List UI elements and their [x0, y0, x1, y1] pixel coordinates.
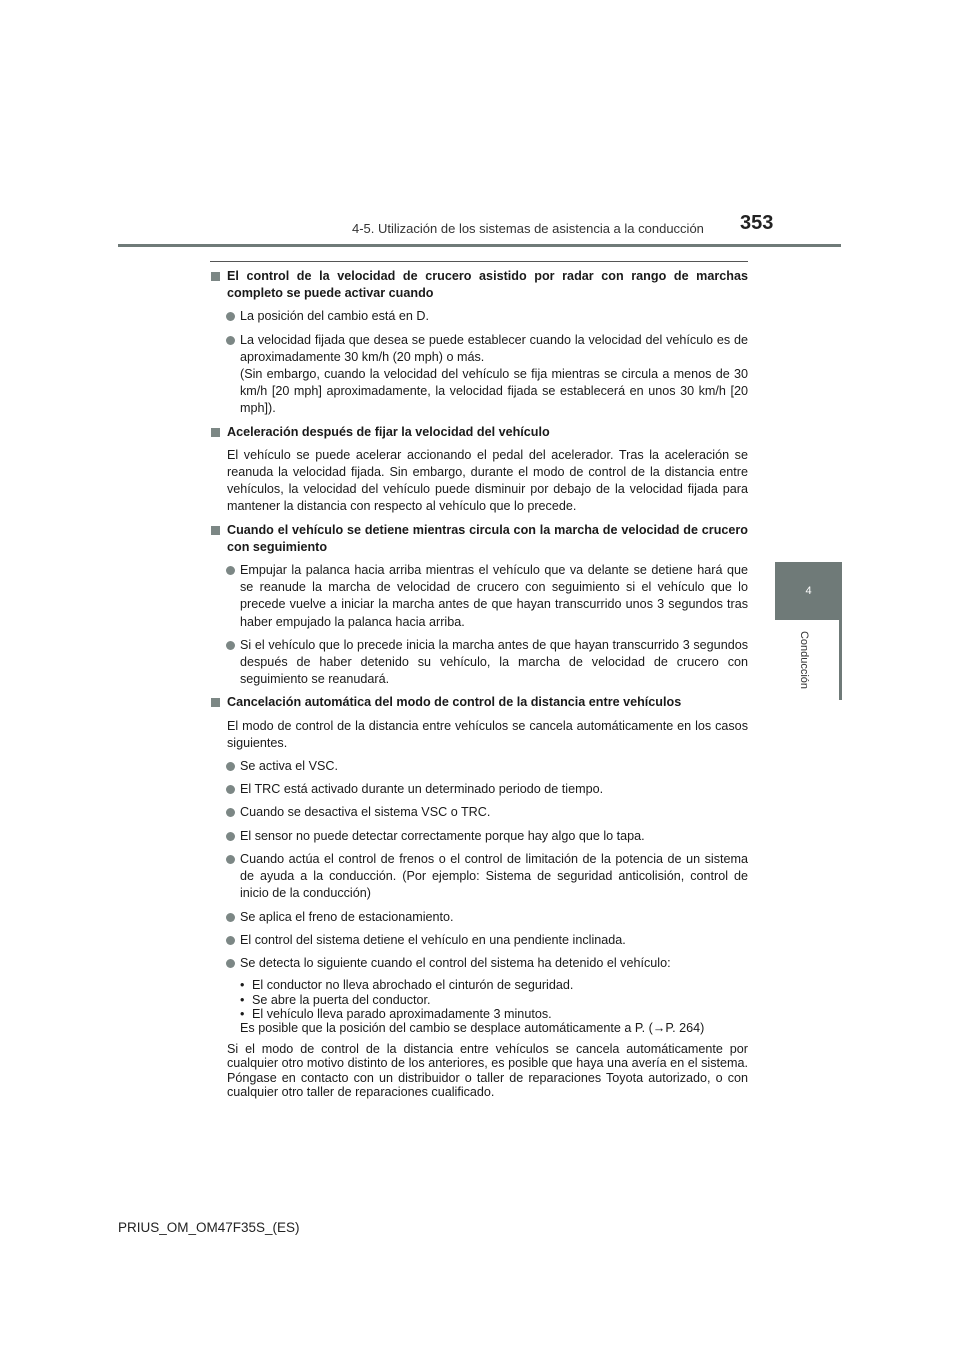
paragraph: El vehículo se puede acelerar accionando el pedal del acelerador. Tras la aceleración se reanuda la velocidad fijada. Sin embargo, durante el modo de control de la distancia entre vehículos, la velocidad del vehículo puede disminuir por debajo de la velocidad fijada para mantener la distancia con respecto al vehículo que lo precede.: [227, 447, 748, 514]
circle-bullet-icon: [226, 855, 235, 864]
list-item: Si el vehículo que lo precede inicia la marcha antes de que hayan transcurrido 3 segundos después de haber detenido su vehículo, la marcha de velocidad de crucero con seguimiento se reanudará.: [210, 637, 748, 689]
square-bullet-icon: [211, 698, 220, 707]
paragraph: El modo de control de la distancia entre vehículos se cancela automáticamente en los casos siguientes.: [227, 718, 748, 750]
sub-list-item: • Se abre la puerta del conductor.: [240, 992, 431, 1007]
chapter-number: 4: [805, 585, 812, 597]
content-divider: [210, 261, 748, 262]
chapter-tab: [775, 562, 842, 620]
page-content: [210, 268, 748, 1105]
sub-list-item: • El conductor no lleva abrochado el cinturón de seguridad.: [240, 978, 574, 993]
section-heading: Cancelación automática del modo de control de la distancia entre vehículos: [210, 694, 748, 711]
circle-bullet-icon: [226, 566, 235, 575]
section-heading: Aceleración después de fijar la velocidad del vehículo: [210, 424, 748, 441]
square-bullet-icon: [211, 526, 220, 535]
list-item: Se detecta lo siguiente cuando el control del sistema ha detenido el vehículo:: [210, 955, 748, 972]
list-item: El TRC está activado durante un determinado periodo de tiempo.: [210, 781, 748, 798]
list-item: Se aplica el freno de estacionamiento.: [210, 909, 748, 926]
list-item: Cuando se desactiva el sistema VSC o TRC.: [210, 804, 748, 821]
square-bullet-icon: [211, 428, 220, 437]
circle-bullet-icon: [226, 808, 235, 817]
list-item: Se activa el VSC.: [210, 758, 748, 775]
square-bullet-icon: [211, 272, 220, 281]
circle-bullet-icon: [226, 959, 235, 968]
list-item: El control del sistema detiene el vehículo en una pendiente inclinada.: [210, 932, 748, 949]
list-item: La velocidad fijada que desea se puede establecer cuando la velocidad del vehículo es de aproximadamente 30 km/h (20 mph) o más. (Sin embargo, cuando la velocidad del vehículo se fija mientras se circula a menos de 30 km/h [20 mph] aproximadamente, la velocidad fijada se establecerá en unos 30 km/h [20 mph]).: [210, 332, 748, 418]
list-item: Empujar la palanca hacia arriba mientras el vehículo que va delante se detiene hará que se reanude la marcha de velocidad de crucero con seguimiento si el vehículo que lo precede vuelve a iniciar la marcha antes de que hayan transcurrido unos 3 segundos tras haber empujado la palanca hacia arriba.: [210, 562, 748, 631]
paragraph: Si el modo de control de la distancia entre vehículos se cancela automáticamente por cualquier otro motivo distinto de los anteriores, es posible que haya una avería en el sistema. Póngase en contacto con un distribuidor o taller de reparaciones Toyota autorizado, o con cualquier otro taller de reparaciones cualificado.: [227, 1041, 748, 1099]
chapter-label: Conducción: [798, 630, 810, 690]
header-divider: [118, 244, 841, 247]
section-title: 4-5. Utilización de los sistemas de asistencia a la conducción: [352, 221, 704, 236]
list-item: El sensor no puede detectar correctamente porque hay algo que lo tapa.: [210, 828, 748, 845]
document-code: PRIUS_OM_OM47F35S_(ES): [118, 1220, 300, 1235]
page-number: 353: [740, 212, 774, 234]
circle-bullet-icon: [226, 785, 235, 794]
circle-bullet-icon: [226, 913, 235, 922]
circle-bullet-icon: [226, 936, 235, 945]
list-item: Cuando actúa el control de frenos o el control de limitación de la potencia de un sistema de ayuda a la conducción. (Por ejemplo: Sistema de seguridad anticolisión, control de inicio de la conducción): [210, 851, 748, 903]
circle-bullet-icon: [226, 762, 235, 771]
sub-list-item: • El vehículo lleva parado aproximadamente 3 minutos.: [240, 1006, 552, 1021]
section-heading: Cuando el vehículo se detiene mientras circula con la marcha de velocidad de crucero con seguimiento: [210, 522, 748, 556]
circle-bullet-icon: [226, 336, 235, 345]
chapter-tab-bar: [839, 620, 842, 700]
circle-bullet-icon: [226, 832, 235, 841]
circle-bullet-icon: [226, 312, 235, 321]
section-heading: El control de la velocidad de crucero asistido por radar con rango de marchas completo se puede activar cuando: [210, 268, 748, 302]
circle-bullet-icon: [226, 641, 235, 650]
list-item: La posición del cambio está en D.: [210, 308, 748, 325]
sub-list-note: Es posible que la posición del cambio se desplace automáticamente a P. (→P. 264): [240, 1021, 705, 1036]
sub-list: [210, 978, 748, 1036]
